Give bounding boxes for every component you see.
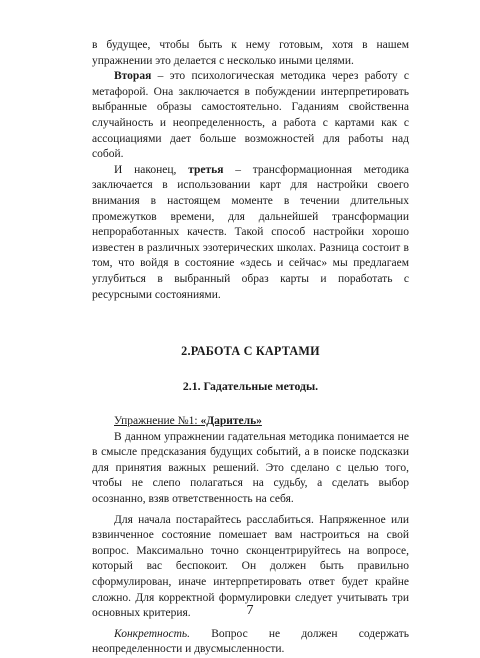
paragraph-exercise-intro: В данном упражнении гадательная методика понимается не в смысле предсказания будущих событий, а в поиске подсказки для принятия важных решений. Это сделано с целью того, чтобы не слепо полагаться на судьбу, а сделать выбор осознанно, взяв ответственность на себя.: [92, 430, 409, 506]
paragraph-third-method: [92, 163, 409, 303]
exercise-name: «Даритель»: [200, 415, 262, 428]
paragraph-concreteness-text: Вопрос не должен содержать неопределенности и двусмысленности.: [92, 627, 409, 656]
chapter-title: 2.РАБОТА С КАРТАМИ: [181, 344, 320, 359]
term-concreteness: Конкретность.: [114, 627, 191, 640]
section-title: 2.1. Гадательные методы.: [182, 379, 319, 394]
paragraph-third-lead: И наконец,: [114, 163, 189, 176]
term-second: Вторая: [114, 70, 152, 83]
paragraph-relax: Для начала постарайтесь расслабиться. Напряженное или взвинченное состояние помешает вам настроиться на свой вопрос. Максимально точно сконцентрируйтесь на вопросе, который вас беспокоит. Он должен быть правильно сформулирован, иначе интерпретировать ответ будет крайне сложно. Для корректной формулировки следует учитывать три основных критерия.: [92, 513, 409, 620]
paragraph-continuation: в будущее, чтобы быть к нему готовым, хотя в нашем упражнении это делается с несколько иными целями.: [92, 39, 409, 67]
paragraph-third-text: – трансформационная методика заключается в использовании карт для настройки своего внимания в настоящем моменте в течении длительных промежутков времени, для дальнейшей трансформации непроработанных качеств. Такой способ настройки хорошо известен в различных эзотерических школах. Разница состоит в том, что войдя в состояние «здесь и сейчас» мы предлагаем углубиться в выбранный образ карты и поработать с ресурсными состояниями.: [92, 163, 409, 301]
paragraph-concreteness: [92, 627, 409, 658]
term-third: третья: [188, 163, 224, 176]
paragraph-second-text: – это психологическая методика через работу с метафорой. Она заключается в побуждении интерпретировать выбранные образы самостоятельно. Гаданиям свойственна случайность и неопределенность, а работа с картами как с ассоциациями дает больше возможностей для работы над собой.: [92, 70, 409, 161]
exercise-label: Упражнение №1:: [114, 415, 201, 428]
paragraph-second-method: [92, 69, 409, 163]
page-number: 7: [246, 603, 254, 618]
exercise-heading: [92, 414, 409, 430]
